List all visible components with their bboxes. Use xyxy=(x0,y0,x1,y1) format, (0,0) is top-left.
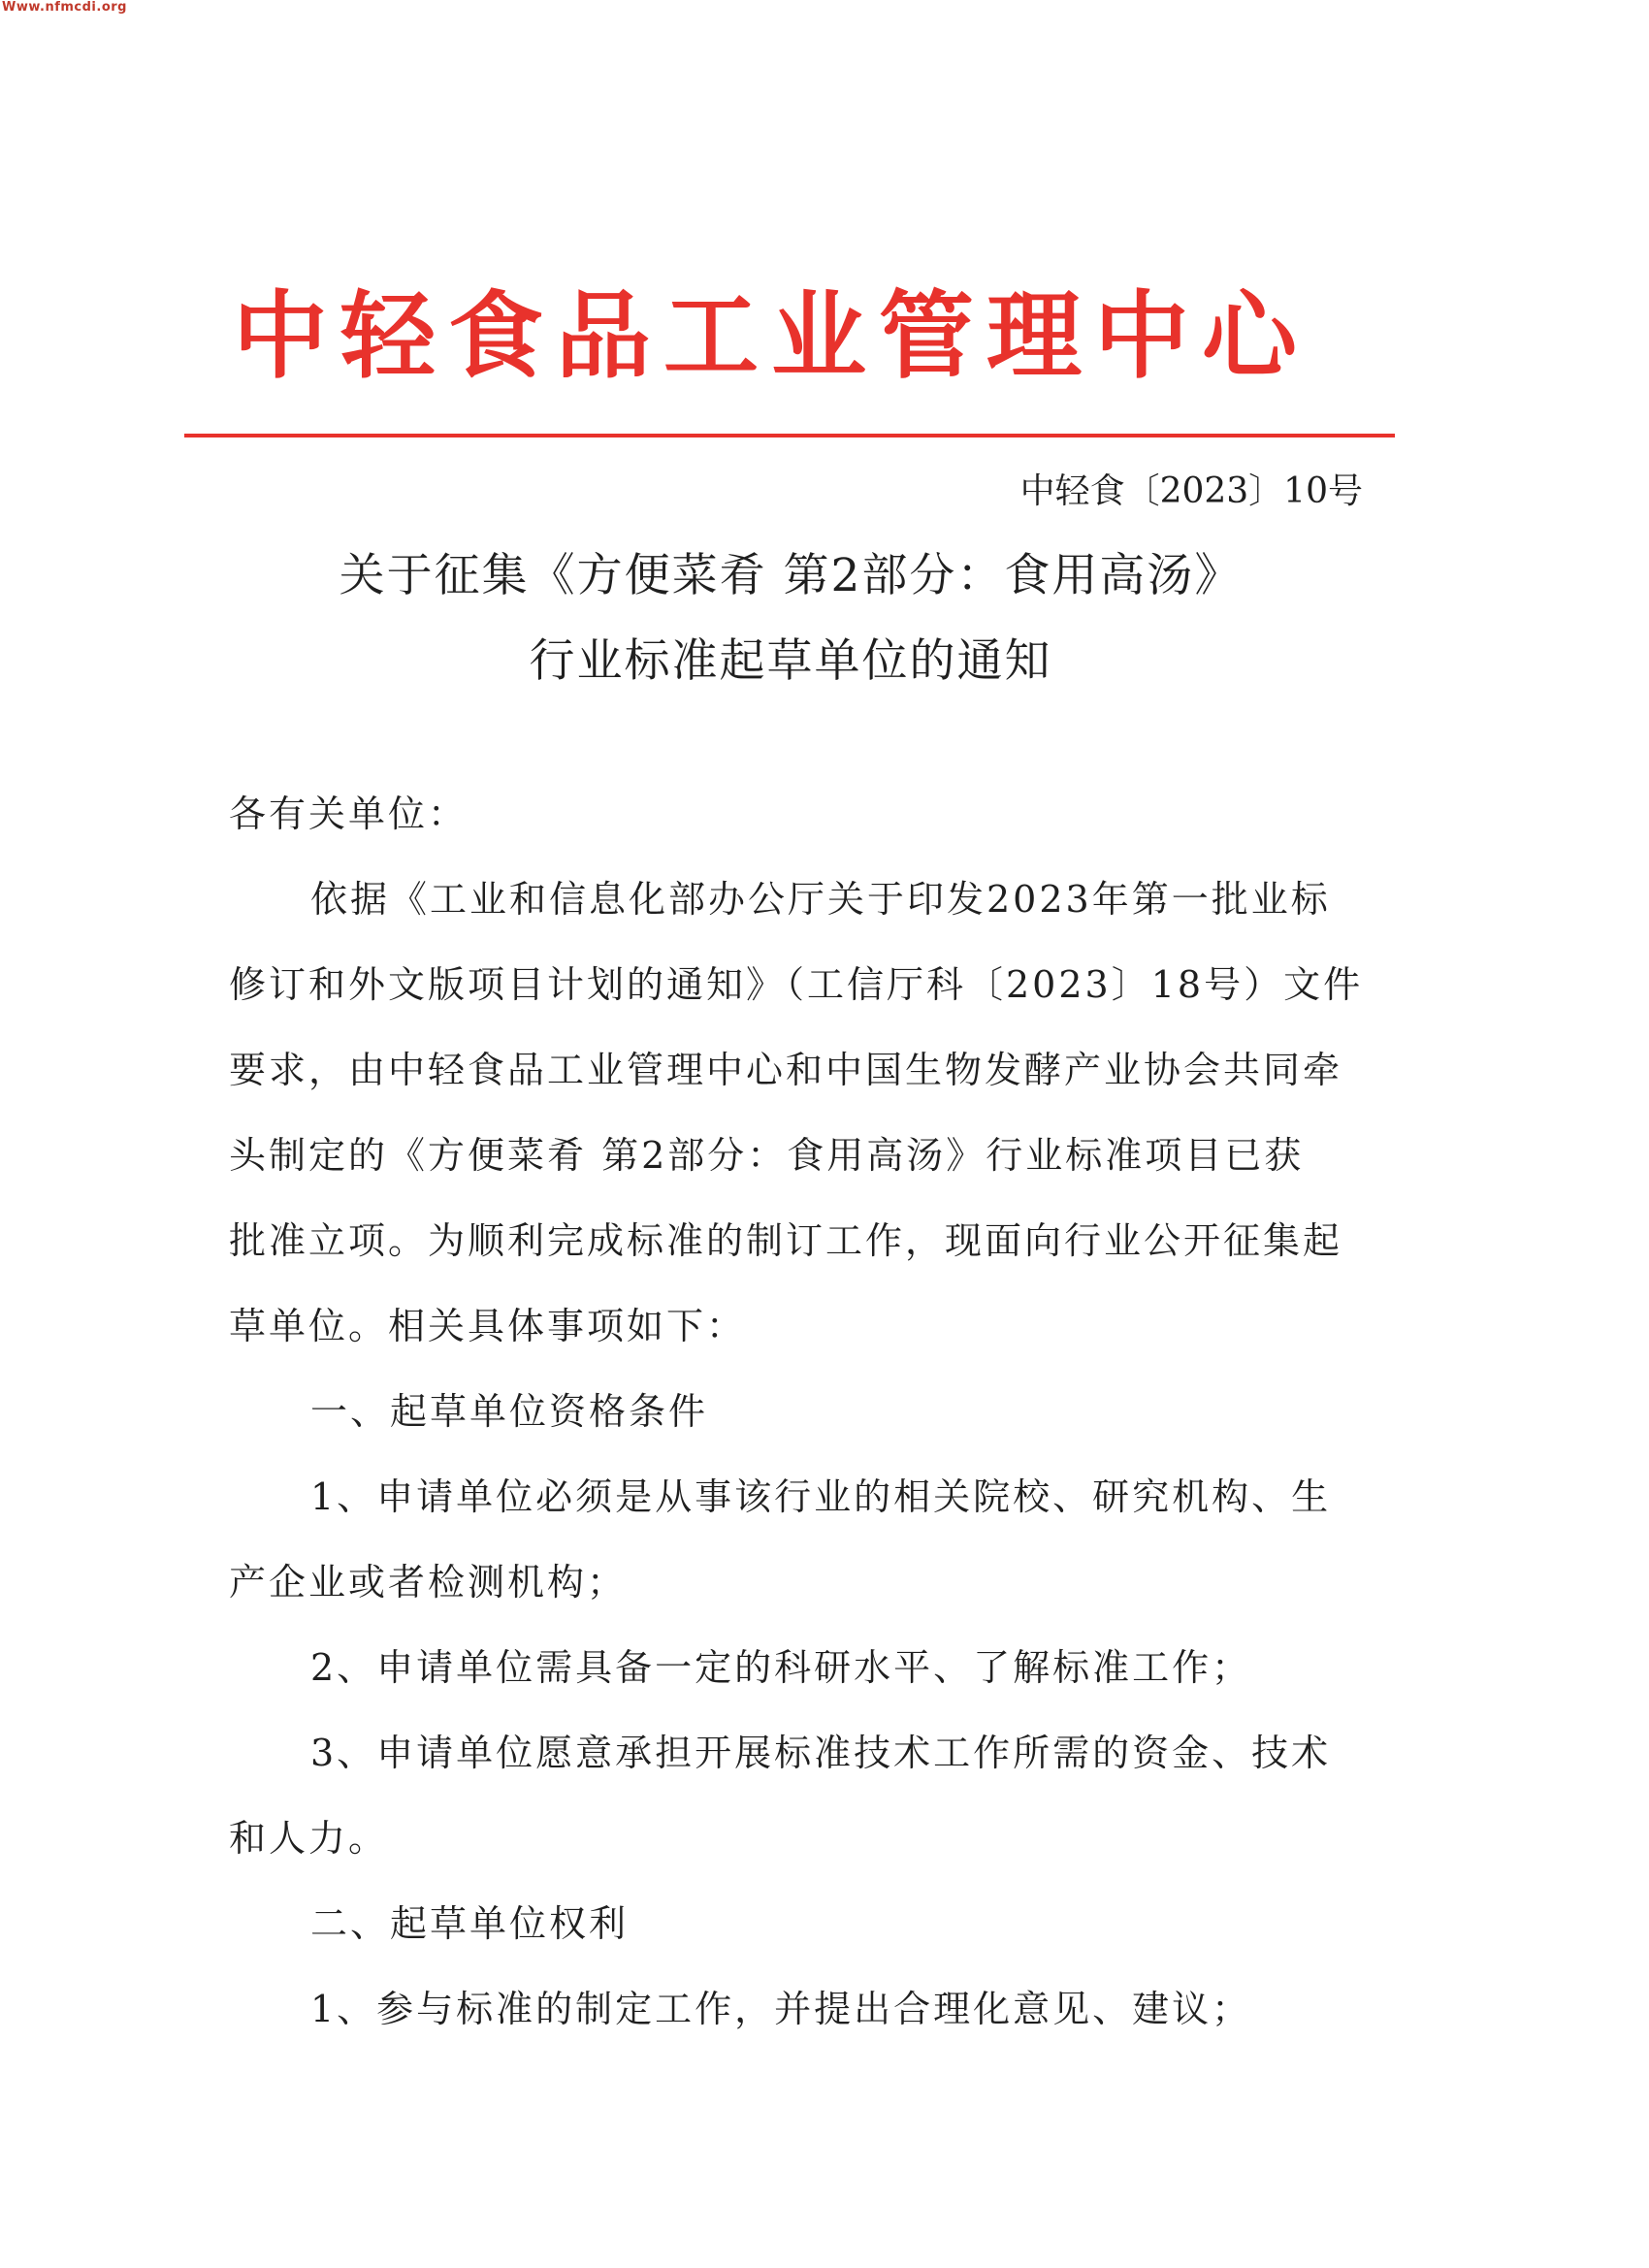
intro-line-5: 批准立项。为顺利完成标准的制订工作，现面向行业公开征集起 xyxy=(229,1219,1343,1262)
section-1-item-1-line-1: 1、申请单位必须是从事该行业的相关院校、研究机构、生 xyxy=(310,1475,1332,1518)
intro-line-3: 要求，由中轻食品工业管理中心和中国生物发酵产业协会共同牵 xyxy=(229,1049,1343,1091)
section-1-item-3-line-2: 和人力。 xyxy=(229,1817,389,1860)
section-1-heading: 一、起草单位资格条件 xyxy=(310,1390,709,1433)
organization-letterhead: 中轻食品工业管理中心 xyxy=(233,281,1310,392)
section-1-item-1-line-2: 产企业或者检测机构； xyxy=(229,1561,628,1604)
letterhead-divider xyxy=(184,434,1395,437)
section-2-item-1: 1、参与标准的制定工作，并提出合理化意见、建议； xyxy=(310,1988,1252,2030)
intro-line-6: 草单位。相关具体事项如下： xyxy=(229,1305,747,1347)
section-2-heading: 二、起草单位权利 xyxy=(310,1902,630,1945)
document-title-line-2: 行业标准起草单位的通知 xyxy=(529,634,1052,688)
salutation: 各有关单位： xyxy=(229,793,469,835)
intro-line-2: 修订和外文版项目计划的通知》（工信厅科〔2023〕18号）文件 xyxy=(229,963,1364,1006)
document-number: 中轻食〔2023〕10号 xyxy=(1019,471,1363,511)
section-1-item-2: 2、申请单位需具备一定的科研水平、了解标准工作； xyxy=(310,1646,1252,1689)
document-title-line-1: 关于征集《方便菜肴 第2部分：食用高汤》 xyxy=(339,549,1243,602)
intro-line-4: 头制定的《方便菜肴 第2部分：食用高汤》行业标准项目已获 xyxy=(229,1134,1305,1177)
section-1-item-3-line-1: 3、申请单位愿意承担开展标准技术工作所需的资金、技术 xyxy=(310,1732,1332,1774)
intro-line-1: 依据《工业和信息化部办公厅关于印发2023年第一批业标 xyxy=(310,878,1331,921)
watermark-url: Www.nfmcdi.org xyxy=(2,0,127,15)
